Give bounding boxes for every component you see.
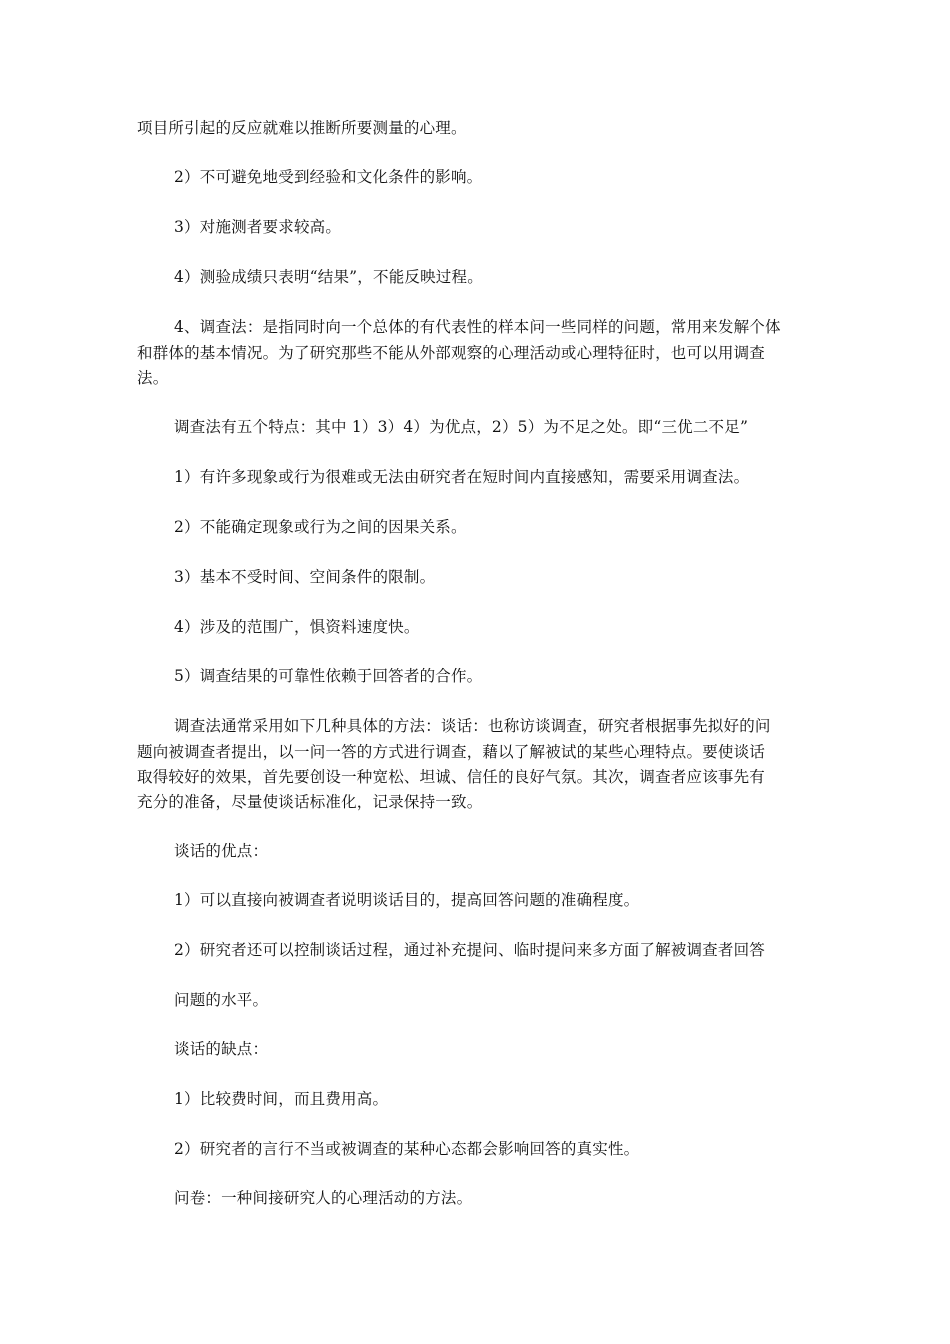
- text-line-22: 谈话的缺点：: [174, 1040, 269, 1058]
- text-line-7: 法。: [137, 369, 169, 387]
- text-line-2: 2）不可避免地受到经验和文化条件的影响。: [174, 168, 483, 186]
- text-line-11: 3）基本不受时间、空间条件的限制。: [174, 568, 436, 586]
- text-line-15: 题向被调查者提出，以一问一答的方式进行调查，藉以了解被试的某些心理特点。要使谈话: [137, 743, 766, 761]
- text-line-21: 问题的水平。: [174, 991, 269, 1009]
- text-line-3: 3）对施测者要求较高。: [174, 218, 342, 236]
- text-line-6: 和群体的基本情况。为了研究那些不能从外部观察的心理活动或心理特征时，也可以用调查: [137, 344, 766, 362]
- text-line-9: 1）有许多现象或行为很难或无法由研究者在短时间内直接感知，需要采用调查法。: [174, 468, 750, 486]
- text-line-18: 谈话的优点：: [174, 842, 269, 860]
- text-line-25: 问卷：一种间接研究人的心理活动的方法。: [174, 1189, 473, 1207]
- text-line-20: 2）研究者还可以控制谈话过程，通过补充提问、临时提问来多方面了解被调查者回答: [174, 941, 765, 959]
- text-line-17: 充分的准备，尽量使谈话标准化，记录保持一致。: [137, 793, 483, 811]
- text-line-24: 2）研究者的言行不当或被调查的某种心态都会影响回答的真实性。: [174, 1140, 640, 1158]
- text-line-14: 调查法通常采用如下几种具体的方法：谈话：也称访谈调查，研究者根据事先拟好的问: [174, 717, 771, 735]
- text-line-5: 4、调查法：是指同时向一个总体的有代表性的样本问一些同样的问题，常用来发解个体: [174, 318, 781, 336]
- text-line-13: 5）调查结果的可靠性依赖于回答者的合作。: [174, 667, 483, 685]
- text-line-16: 取得较好的效果，首先要创设一种宽松、坦诚、信任的良好气氛。其次，调查者应该事先有: [137, 768, 766, 786]
- text-line-10: 2）不能确定现象或行为之间的因果关系。: [174, 518, 467, 536]
- text-line-8: 调查法有五个特点：其中 1）3）4）为优点，2）5）为不足之处。即“三优二不足”: [174, 418, 749, 436]
- text-line-1: 项目所引起的反应就难以推断所要测量的心理。: [137, 119, 467, 137]
- text-line-23: 1）比较费时间，而且费用高。: [174, 1090, 389, 1108]
- text-line-4: 4）测验成绩只表明“结果”，不能反映过程。: [174, 268, 483, 286]
- text-line-19: 1）可以直接向被调查者说明谈话目的，提高回答问题的准确程度。: [174, 891, 640, 909]
- text-line-12: 4）涉及的范围广，惧资料速度快。: [174, 618, 420, 636]
